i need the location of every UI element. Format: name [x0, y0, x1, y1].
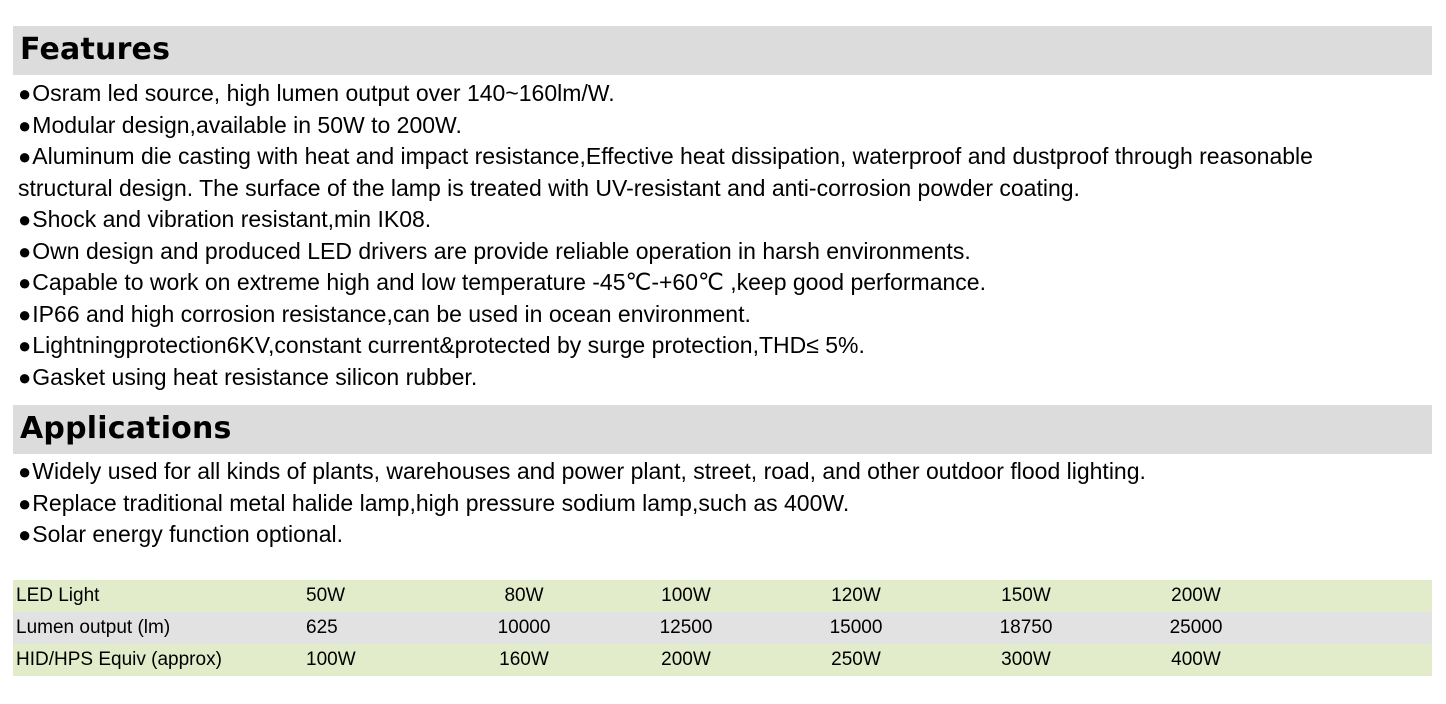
bullet-icon: ● — [18, 364, 32, 390]
list-item — [18, 267, 1348, 299]
table-cell: 120W — [770, 580, 942, 612]
bullet-icon: ● — [18, 207, 32, 232]
list-item-text: Replace traditional metal halide lamp,high pressure sodium lamp,such as 400W. — [32, 489, 850, 516]
list-item — [18, 78, 1348, 110]
list-item-text: IP66 and high corrosion resistance,can be used in ocean environment. — [32, 300, 751, 327]
table-cell: 80W — [446, 580, 602, 612]
list-item — [18, 488, 1348, 520]
table-cell: 100W — [294, 644, 446, 676]
list-item — [18, 110, 1348, 142]
bullet-icon: ● — [18, 301, 32, 327]
table-cell: 150W — [942, 580, 1110, 612]
table-pad — [1282, 612, 1432, 644]
table-cell: 25000 — [1110, 612, 1282, 644]
bullet-icon: ● — [18, 459, 32, 484]
list-item-text: Capable to work on extreme high and low temperature -45℃-+60℃ ,keep good performance. — [32, 269, 986, 295]
list-item-text: Osram led source, high lumen output over 140~160lm/W. — [32, 80, 615, 106]
table-cell: 10000 — [446, 612, 602, 644]
table-cell: 200W — [1110, 580, 1282, 612]
table-cell: 18750 — [942, 612, 1110, 644]
list-item — [18, 456, 1348, 488]
row-label: Lumen output (lm) — [13, 612, 294, 644]
table-row — [13, 644, 1432, 676]
bullet-icon: ● — [18, 112, 32, 138]
bullet-icon: ● — [18, 270, 32, 295]
table-cell: 15000 — [770, 612, 942, 644]
list-item — [18, 236, 1348, 268]
table-cell: 625 — [294, 612, 446, 644]
features-list — [18, 78, 1348, 393]
table-cell: 250W — [770, 644, 942, 676]
list-item — [18, 362, 1348, 394]
table-cell: 50W — [294, 580, 446, 612]
applications-list — [18, 456, 1348, 551]
applications-header — [13, 405, 1432, 454]
bullet-icon: ● — [18, 81, 32, 106]
list-item-text: Own design and produced LED drivers are provide reliable operation in harsh environments. — [32, 237, 971, 264]
list-item-text: Aluminum die casting with heat and impact resistance,Effective heat dissipation, waterproof and dustproof through reasonable structural design. The surface of the lamp is treated with UV-resistant and anti-corrosion powder coating. — [18, 143, 1313, 201]
features-title: Features — [20, 32, 171, 67]
table-cell: 400W — [1110, 644, 1282, 676]
list-item-text: Modular design,available in 50W to 200W. — [32, 111, 462, 138]
table-cell: 12500 — [602, 612, 770, 644]
list-item — [18, 204, 1348, 236]
list-item-text: Solar energy function optional. — [32, 521, 343, 547]
list-item-text: Widely used for all kinds of plants, warehouses and power plant, street, road, and other outdoor flood lighting. — [32, 458, 1146, 484]
list-item — [18, 299, 1348, 331]
list-item-text: Gasket using heat resistance silicon rubber. — [32, 363, 478, 390]
bullet-icon: ● — [18, 238, 32, 264]
features-header — [13, 26, 1432, 75]
table-row — [13, 580, 1432, 612]
row-label: HID/HPS Equiv (approx) — [13, 644, 294, 676]
table-cell: 200W — [602, 644, 770, 676]
list-item — [18, 519, 1348, 551]
list-item — [18, 141, 1336, 204]
table-cell: 100W — [602, 580, 770, 612]
table-pad — [1282, 580, 1432, 612]
table-cell: 300W — [942, 644, 1110, 676]
bullet-icon: ● — [18, 522, 32, 547]
bullet-icon: ● — [18, 144, 32, 169]
applications-title: Applications — [20, 411, 232, 446]
spec-table — [13, 580, 1432, 676]
table-pad — [1282, 644, 1432, 676]
list-item — [18, 330, 1348, 362]
table-row — [13, 612, 1432, 644]
table-cell: 160W — [446, 644, 602, 676]
row-label: LED Light — [13, 580, 294, 612]
bullet-icon: ● — [18, 490, 32, 516]
list-item-text: Shock and vibration resistant,min IK08. — [32, 206, 432, 232]
bullet-icon: ● — [18, 333, 32, 358]
list-item-text: Lightningprotection6KV,constant current&protected by surge protection,THD≤ 5%. — [32, 332, 865, 358]
